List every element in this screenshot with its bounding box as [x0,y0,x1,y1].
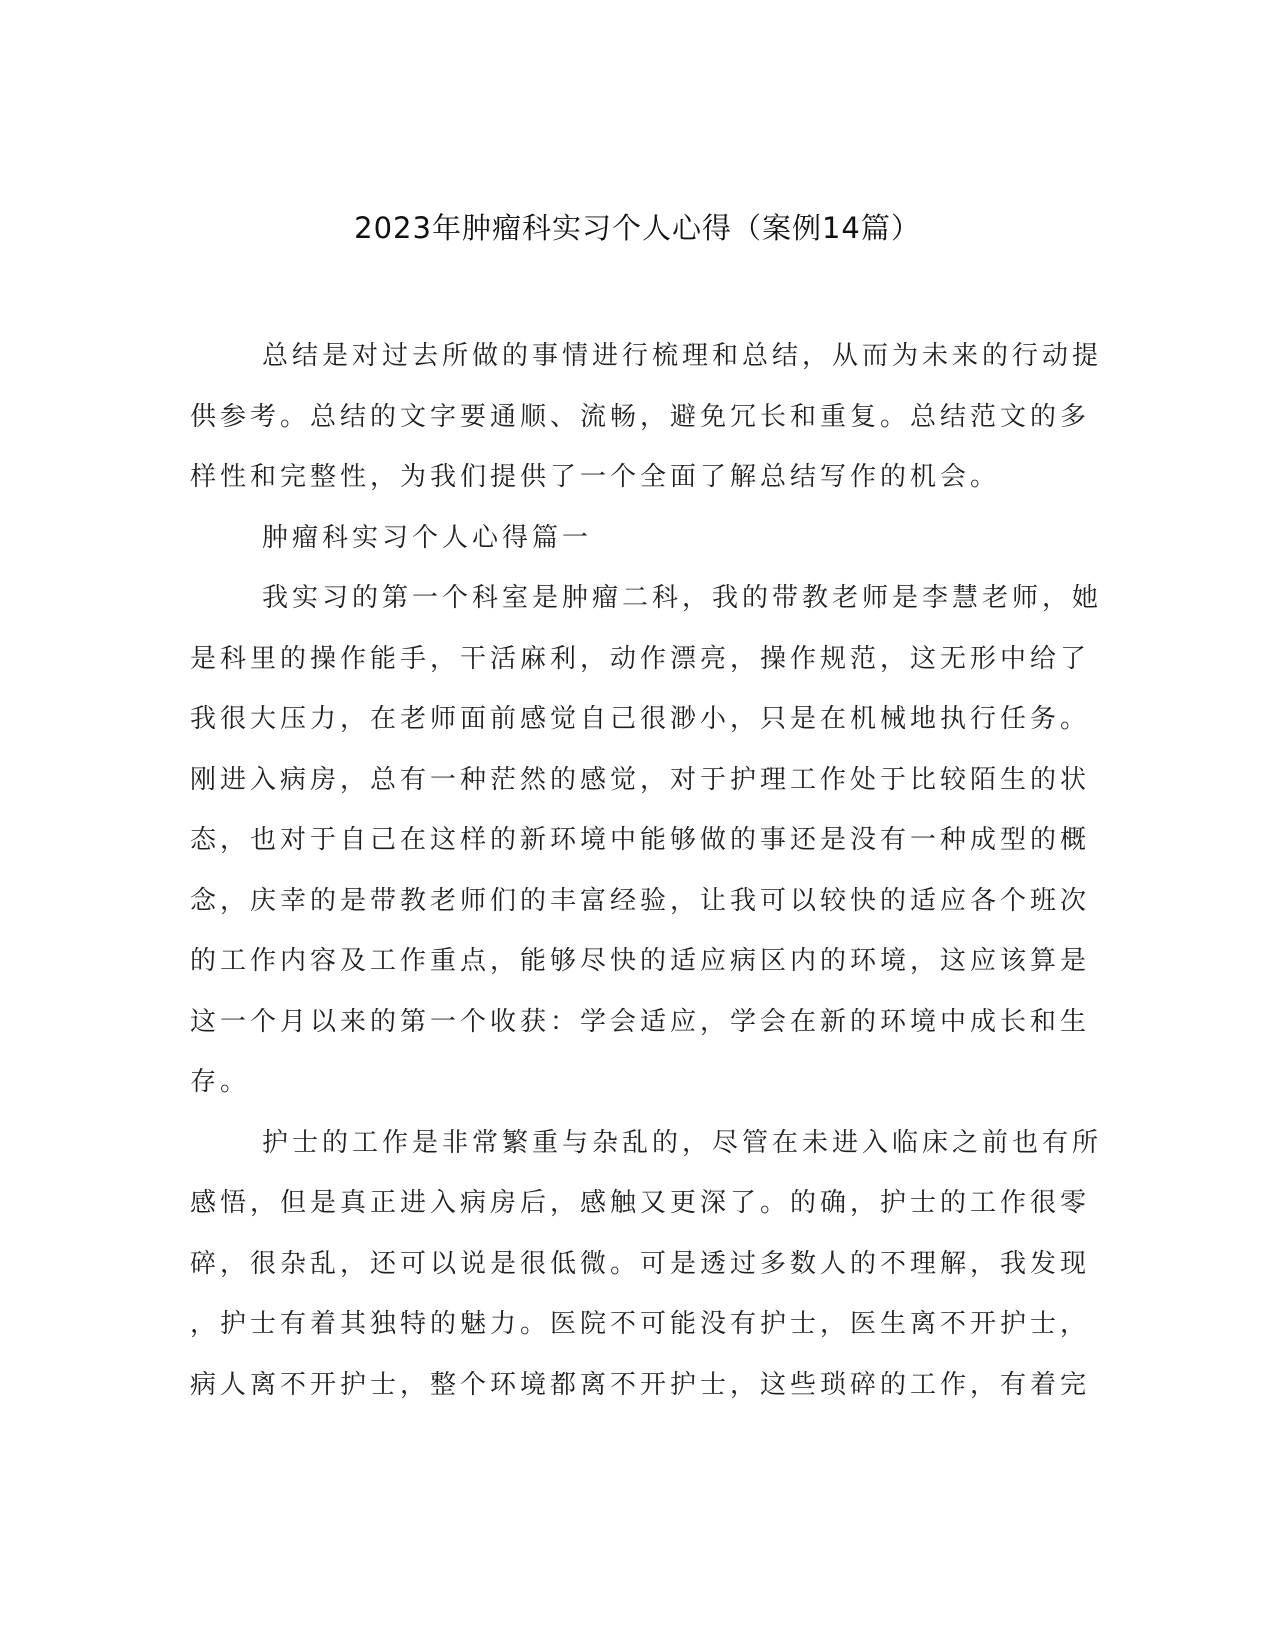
text-line: 这一个月以来的第一个收获：学会适应，学会在新的环境中成长和生 [190,1006,1091,1037]
text-line: 感悟，但是真正进入病房后，感触又更深了。的确，护士的工作很零 [190,1188,1091,1218]
text-line: 念，庆幸的是带教老师们的丰富经验，让我可以较快的适应各个班次 [190,885,1091,916]
text-line: 我实习的第一个科室是肿瘤二科，我的带教老师是李慧老师，她 [262,583,1103,613]
text-line: ，护士有着其独特的魅力。医院不可能没有护士，医生离不开护士， [190,1309,1091,1339]
text-line: 是科里的操作能手，干活麻利，动作漂亮，操作规范，这无形中给了 [190,643,1091,674]
text-line: 总结是对过去所做的事情进行梳理和总结，从而为未来的行动提 [262,341,1103,371]
text-line: 护士的工作是非常繁重与杂乱的，尽管在未进入临床之前也有所 [262,1127,1103,1158]
text-line: 样性和完整性，为我们提供了一个全面了解总结写作的机会。 [190,462,1001,492]
document-title: 2023年肿瘤科实习个人心得（案例14篇） [354,211,921,245]
text-line: 碎，很杂乱，还可以说是很低微。可是透过多数人的不理解，我发现 [190,1248,1091,1279]
text-line: 存。 [190,1067,251,1097]
text-line: 刚进入病房，总有一种茫然的感觉，对于护理工作处于比较陌生的状 [190,764,1091,795]
text-line: 的工作内容及工作重点，能够尽快的适应病区内的环境，这应该算是 [190,946,1091,976]
text-line: 供参考。总结的文字要通顺、流畅，避免冗长和重复。总结范文的多 [190,401,1091,432]
document-body [190,326,1103,1415]
text-line: 我很大压力，在老师面前感觉自己很渺小，只是在机械地执行任务。 [190,704,1091,734]
text-line: 肿瘤科实习个人心得篇一 [262,522,593,553]
text-line: 态，也对于自己在这样的新环境中能够做的事还是没有一种成型的概 [190,825,1091,855]
text-line: 病人离不开护士，整个环境都离不开护士，这些琐碎的工作，有着完 [190,1369,1091,1400]
